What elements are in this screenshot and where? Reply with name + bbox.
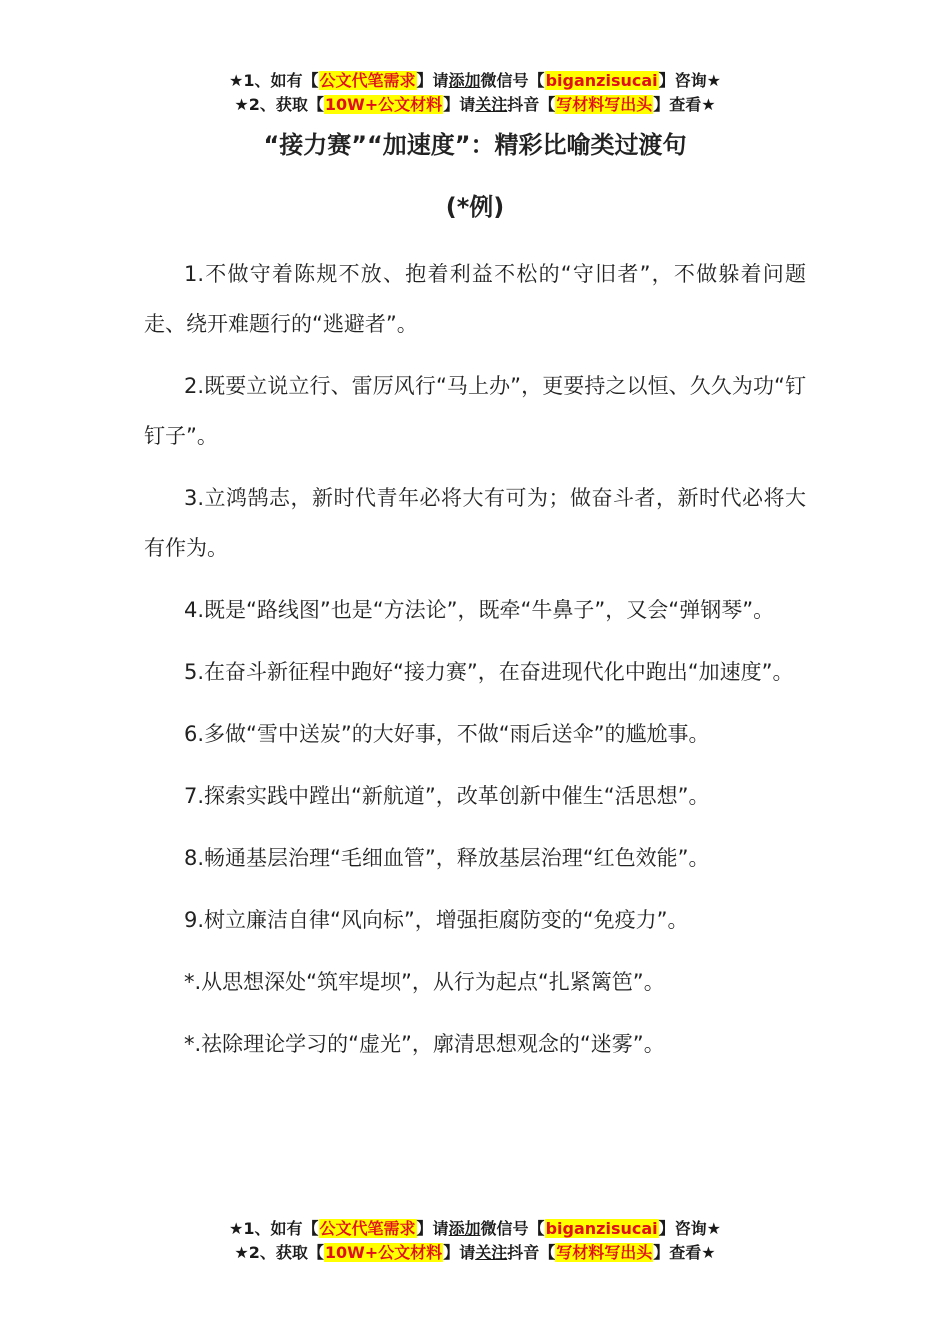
promo-text: 微信号【 xyxy=(480,71,545,90)
promo-highlight: 公文代笔需求 xyxy=(319,1219,416,1238)
promo-text: 】查看★ xyxy=(653,95,716,114)
promo-highlight: 10W+公文材料 xyxy=(324,1243,443,1262)
promo-text: 抖音【 xyxy=(507,95,556,114)
promo-text: 】请 xyxy=(443,1243,476,1262)
promo-underline: 添加 xyxy=(448,1219,481,1238)
paragraph-6: 6.多做“雪中送炭”的大好事，不做“雨后送伞”的尴尬事。 xyxy=(184,722,710,746)
promo-text: 】请 xyxy=(416,1219,449,1238)
paragraph-2: 2.既要立说立行、雷厉风行“马上办”，更要持之以恒、久久为功“钉钉子”。 xyxy=(144,374,806,448)
promo-text: 】查看★ xyxy=(653,1243,716,1262)
promo-underline: 关注 xyxy=(475,95,508,114)
paragraph-5: 5.在奋斗新征程中跑好“接力赛”，在奋进现代化中跑出“加速度”。 xyxy=(184,660,794,684)
paragraph-10: *.从思想深处“筑牢堤坝”，从行为起点“扎紧篱笆”。 xyxy=(184,970,665,994)
paragraph-3: 3.立鸿鹄志，新时代青年必将大有可为；做奋斗者，新时代必将大有作为。 xyxy=(144,486,806,560)
promo-line-1 xyxy=(0,69,950,93)
promo-underline: 添加 xyxy=(448,71,481,90)
paragraph-8: 8.畅通基层治理“毛细血管”，释放基层治理“红色效能”。 xyxy=(184,846,710,870)
paragraph-1: 1.不做守着陈规不放、抱着利益不松的“守旧者”，不做躲着问题走、绕开难题行的“逃避者”。 xyxy=(144,262,806,336)
promo-text: ★2、获取【 xyxy=(234,1243,324,1262)
promo-douyin-id: 写材料写出头 xyxy=(556,1243,653,1262)
promo-text: 抖音【 xyxy=(507,1243,556,1262)
promo-line-2 xyxy=(0,1241,950,1265)
footer-promo-banner xyxy=(0,1217,950,1265)
promo-text: ★2、获取【 xyxy=(234,95,324,114)
document-title: “接力赛”“加速度”：精彩比喻类过渡句 xyxy=(263,131,687,159)
promo-line-1 xyxy=(0,1217,950,1241)
paragraph-4: 4.既是“路线图”也是“方法论”，既牵“牛鼻子”，又会“弹钢琴”。 xyxy=(184,598,775,622)
promo-text: ★1、如有【 xyxy=(229,1219,319,1238)
promo-wechat-id: biganzisucai xyxy=(545,71,658,90)
promo-highlight: 10W+公文材料 xyxy=(324,95,443,114)
promo-text: ★1、如有【 xyxy=(229,71,319,90)
promo-text: 微信号【 xyxy=(480,1219,545,1238)
document-subtitle: (*例) xyxy=(445,193,505,221)
promo-line-2 xyxy=(0,93,950,117)
promo-text: 】请 xyxy=(443,95,476,114)
paragraph-9: 9.树立廉洁自律“风向标”，增强拒腐防变的“免疫力”。 xyxy=(184,908,689,932)
promo-highlight: 公文代笔需求 xyxy=(319,71,416,90)
paragraph-11: *.祛除理论学习的“虚光”，廓清思想观念的“迷雾”。 xyxy=(184,1032,665,1056)
promo-text: 】咨询★ xyxy=(658,1219,721,1238)
promo-wechat-id: biganzisucai xyxy=(545,1219,658,1238)
promo-underline: 关注 xyxy=(475,1243,508,1262)
header-promo-banner xyxy=(0,69,950,117)
promo-douyin-id: 写材料写出头 xyxy=(556,95,653,114)
paragraph-7: 7.探索实践中蹚出“新航道”，改革创新中催生“活思想”。 xyxy=(184,784,710,808)
document-body xyxy=(144,249,806,1081)
promo-text: 】咨询★ xyxy=(658,71,721,90)
promo-text: 】请 xyxy=(416,71,449,90)
